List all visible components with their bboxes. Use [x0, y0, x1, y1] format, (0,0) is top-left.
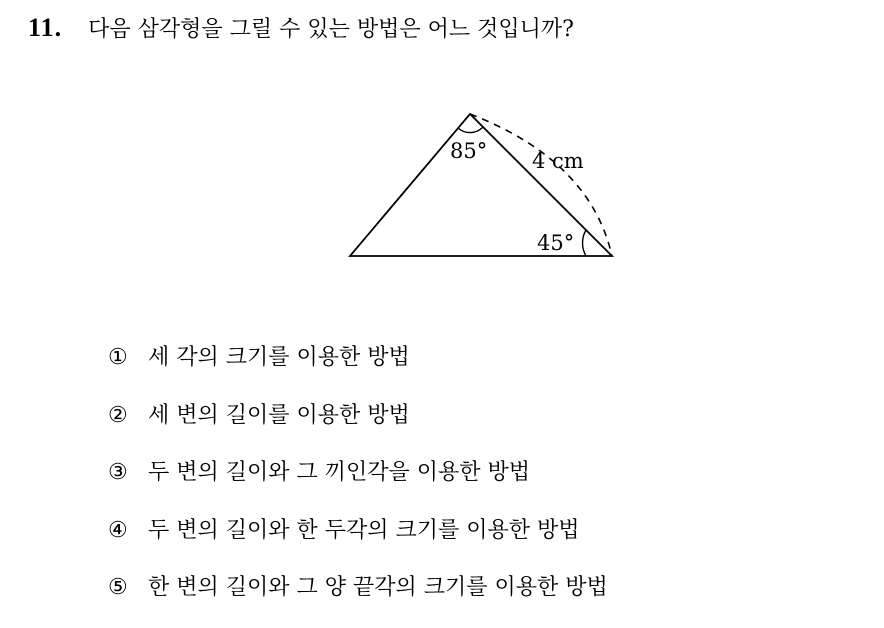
- side-length-label: 4 cm: [532, 149, 584, 173]
- top-angle-label: 85°: [450, 139, 488, 163]
- choice-3-text: 두 변의 길이와 그 끼인각을 이용한 방법: [148, 460, 530, 485]
- bottom-angle-label: 45°: [537, 231, 575, 255]
- question-text: 다음 삼각형을 그릴 수 있는 방법은 어느 것입니까?: [88, 17, 574, 42]
- choice-2-mark: ②: [108, 402, 128, 428]
- choice-4-mark: ④: [108, 517, 128, 543]
- choice-5-text: 한 변의 길이와 그 양 끝각의 크기를 이용한 방법: [148, 575, 608, 600]
- choice-1-text: 세 각의 크기를 이용한 방법: [148, 345, 410, 370]
- choice-4-text: 두 변의 길이와 한 두각의 크기를 이용한 방법: [148, 517, 580, 543]
- choice-5-mark: ⑤: [108, 575, 128, 600]
- top-angle-arc: [458, 127, 483, 133]
- answer-choices: [108, 340, 608, 628]
- choice-1[interactable]: [108, 340, 608, 398]
- question-number: 11.: [28, 13, 63, 42]
- choice-3[interactable]: [108, 455, 608, 513]
- choice-4[interactable]: [108, 513, 608, 571]
- choice-2[interactable]: [108, 398, 608, 456]
- side-length-arc: [470, 114, 612, 256]
- triangle: [350, 114, 612, 256]
- bottom-angle-arc: [583, 230, 586, 256]
- choice-3-mark: ③: [108, 460, 128, 485]
- question-header: [28, 12, 574, 43]
- choice-2-text: 세 변의 길이를 이용한 방법: [148, 402, 410, 428]
- choice-1-mark: ①: [108, 345, 128, 370]
